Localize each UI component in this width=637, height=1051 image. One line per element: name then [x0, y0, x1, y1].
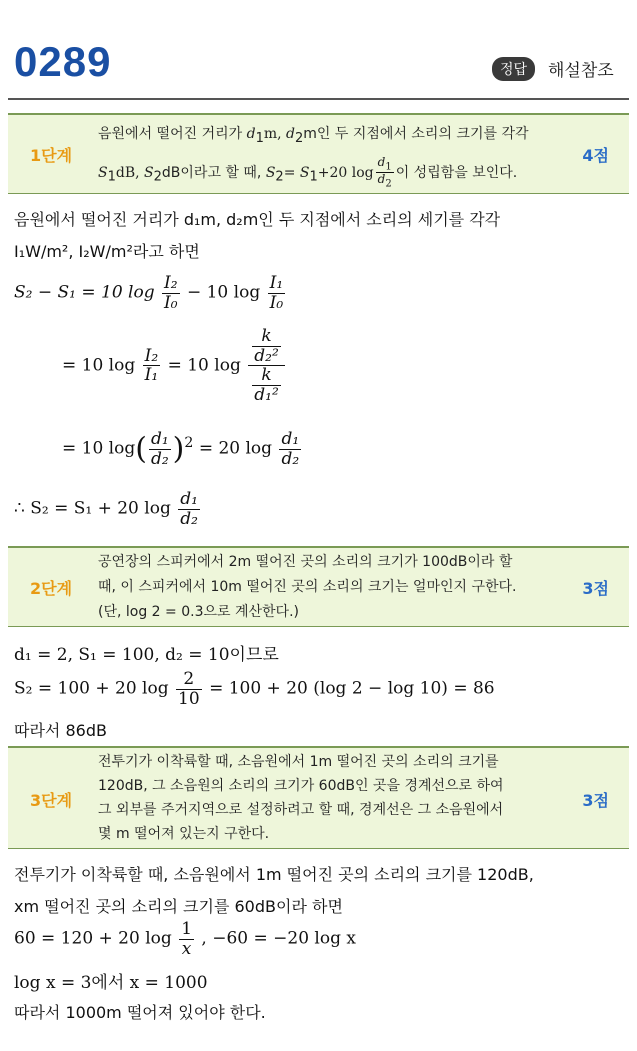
step-2-line: (단, log 2 = 0.3으로 계산한다.): [98, 604, 299, 620]
paren-open: (: [135, 431, 147, 467]
step-3-line: 그 외부를 주거지역으로 설정하려고 할 때, 경계선은 그 소음원에서: [98, 802, 504, 818]
sol3-line5: 따라서 1000m 떨어져 있어야 한다.: [14, 1003, 266, 1022]
frac-d1-d2-b: [279, 430, 301, 468]
step-1-text-part: d: [246, 126, 256, 142]
frac-d1-d2-c: [178, 490, 200, 528]
frac-k-d2sq: [252, 327, 281, 365]
frac-den: I₀: [269, 292, 284, 313]
answer-text: 해설참조: [548, 61, 614, 81]
answer-badge: 정답: [492, 57, 535, 81]
sol1-intro2: I₁W/m², I₂W/m²라고 하면: [14, 242, 200, 261]
step-1-text-part: 음원에서 떨어진 거리가: [98, 126, 247, 142]
step-1-label: 1단계: [30, 146, 73, 165]
sol1-eq3: [62, 430, 303, 468]
frac-num: d₁: [150, 429, 169, 449]
eq3-pre: = 10 log: [62, 438, 136, 459]
step-1-box: [8, 113, 629, 194]
step-1-text-part: S: [265, 164, 276, 181]
paren-close: ): [172, 431, 185, 467]
frac-den: d: [377, 172, 386, 187]
step-1-text-part: dB이라고 할 때,: [161, 164, 266, 181]
eq1-lhs: S₂ − S₁ = 10 log: [14, 282, 155, 303]
frac-k-d1sq: [252, 366, 281, 404]
step-1-text-part: =: [283, 164, 300, 181]
line3-post: , −60 = −20 log x: [201, 928, 356, 949]
eq2-mid: = 10 log: [167, 355, 241, 376]
frac-num: k: [261, 365, 272, 386]
line3-pre: 60 = 120 + 20 log: [14, 928, 172, 949]
step-1-points: 4점: [582, 146, 609, 165]
step-1-text-part: 1: [309, 169, 318, 185]
frac-i2-i1: [143, 347, 161, 385]
step-1-text-part: 1: [107, 169, 116, 185]
frac-2-10: [176, 670, 202, 708]
step-1-text-part: S: [98, 164, 108, 181]
sol2-line3: 따라서 86dB: [14, 721, 107, 740]
frac-num: I₂: [164, 273, 178, 293]
sol3-line4: log x = 3에서 x = 1000: [14, 973, 208, 993]
sol2-line1: d₁ = 2, S₁ = 100, d₂ = 10이므로: [14, 645, 279, 665]
sol3-line1: 전투기가 이착륙할 때, 소음원에서 1m 떨어진 곳의 소리의 크기를 120dB,: [14, 865, 534, 884]
frac-num: d₁: [281, 429, 300, 449]
step-3-line: 120dB, 그 소음원의 소리의 크기가 60dB인 곳을 경계선으로 하여: [98, 778, 504, 794]
frac-num: 2: [176, 670, 202, 690]
frac-i1-i0: [268, 274, 286, 312]
frac-compound: [248, 327, 285, 405]
frac-1-x: [179, 920, 194, 958]
frac-den: d₂²: [254, 345, 279, 366]
frac-d1-d2: [149, 430, 171, 468]
step-1-text-part: S: [299, 164, 310, 181]
frac-den: d₂: [281, 448, 300, 469]
step-3-label: 3단계: [30, 791, 73, 810]
eq3-mid: = 20 log: [198, 438, 273, 459]
step-3-line: 전투기가 이착륙할 때, 소음원에서 1m 떨어진 곳의 소리의 크기를: [98, 754, 499, 770]
frac-num: d₁: [180, 489, 198, 509]
frac-num-sub: 1: [385, 161, 392, 173]
frac-den: 10: [178, 688, 200, 709]
frac-den: d₂: [180, 508, 198, 529]
eq2-pre: = 10 log: [62, 355, 136, 376]
step-2-box: [8, 546, 629, 627]
line2-pre: S₂ = 100 + 20 log: [14, 678, 169, 699]
frac-num: 1: [181, 919, 193, 939]
step-3-points: 3점: [582, 791, 609, 810]
eq1-mid: − 10 log: [186, 282, 261, 303]
step-3-box: [8, 746, 629, 849]
step-1-text-part: m,: [263, 126, 287, 142]
step-2-line: 때, 이 스피커에서 10m 떨어진 곳의 소리의 크기는 얼마인지 구한다.: [98, 579, 517, 595]
step-1-text-part: 이 성립함을 보인다.: [395, 164, 518, 181]
line2-post: = 100 + 20 (log 2 − log 10) = 86: [209, 678, 495, 699]
step-1-text-part: dB,: [115, 164, 145, 181]
eq3-exponent: 2: [184, 435, 194, 452]
sol2-line2: [14, 670, 495, 708]
frac-num: I₂: [144, 345, 159, 366]
header-divider: [8, 98, 629, 100]
frac-den: x: [181, 938, 192, 959]
sol1-eq2: [62, 327, 287, 405]
frac-i2-i0: [162, 274, 180, 312]
step-1-text-part: d: [286, 126, 295, 142]
step-2-points: 3점: [582, 579, 609, 598]
sol1-therefore: [14, 490, 202, 528]
problem-number: 0289: [14, 38, 112, 85]
sol3-line3: [14, 920, 356, 958]
frac-num: I₁: [269, 273, 284, 293]
sol1-intro1: 음원에서 떨어진 거리가 d₁m, d₂m인 두 지점에서 소리의 세기를 각각: [14, 210, 501, 229]
frac-den: I₀: [164, 292, 178, 313]
frac-den: I₁: [144, 365, 159, 386]
page-header: [0, 0, 637, 100]
step-1-text: [98, 121, 549, 190]
frac-num: k: [261, 326, 272, 346]
step-1-text-part: 1: [255, 130, 264, 146]
step-1-text-part: +20 log: [317, 164, 374, 181]
step-1-text-part: 2: [275, 169, 284, 185]
step-2-line: 공연장의 스피커에서 2m 떨어진 곳의 소리의 크기가 100dB이라 할: [98, 554, 513, 570]
step-2-label: 2단계: [30, 579, 73, 598]
step-3-line: 몇 m 떨어져 있는지 구한다.: [98, 826, 270, 842]
step-1-fraction: [376, 156, 394, 190]
frac-den: d₁²: [254, 385, 279, 406]
frac-den-sub: 2: [385, 178, 392, 190]
frac-den: d₂: [150, 448, 169, 469]
therefore-text: ∴ S₂ = S₁ + 20 log: [14, 498, 171, 519]
step-1-text-part: m인 두 지점에서 소리의 크기를 각각: [303, 126, 529, 142]
sol3-line2: xm 떨어진 곳의 소리의 크기를 60dB이라 하면: [14, 897, 343, 916]
step-1-text-part: 2: [153, 169, 162, 185]
frac-num: d: [377, 154, 386, 169]
sol1-eq1: [14, 274, 287, 312]
step-3-text: [98, 750, 549, 846]
step-1-text-part: S: [144, 164, 154, 181]
step-2-text: [98, 550, 549, 625]
step-1-text-part: 2: [295, 130, 304, 146]
